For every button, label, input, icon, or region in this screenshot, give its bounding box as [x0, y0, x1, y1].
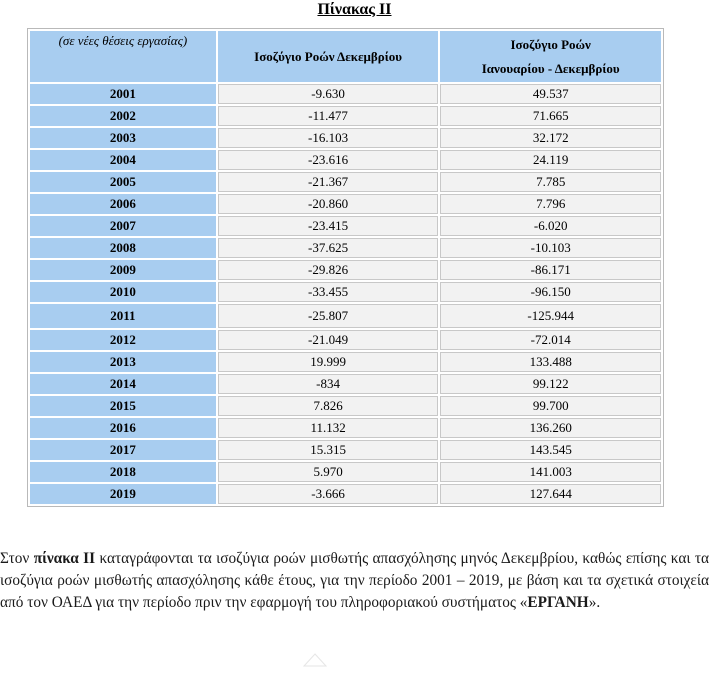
annual-balance-cell: -10.103 [440, 238, 661, 258]
annual-balance-cell: 136.260 [440, 418, 661, 438]
annual-balance-cell: -86.171 [440, 260, 661, 280]
table-row [30, 462, 661, 482]
unit-note: (σε νέες θέσεις εργασίας) [30, 31, 216, 82]
table-row [30, 330, 661, 350]
table-row [30, 238, 661, 258]
annual-balance-cell: 71.665 [440, 106, 661, 126]
table-row [30, 84, 661, 104]
december-balance-cell: -25.807 [218, 304, 439, 328]
year-cell: 2007 [30, 216, 216, 236]
year-cell: 2019 [30, 484, 216, 504]
december-balance-cell: 7.826 [218, 396, 439, 416]
year-cell: 2003 [30, 128, 216, 148]
year-cell: 2005 [30, 172, 216, 192]
paragraph-text-3: ». [588, 594, 601, 611]
annual-balance-cell: -6.020 [440, 216, 661, 236]
table-row [30, 106, 661, 126]
year-cell: 2012 [30, 330, 216, 350]
december-balance-cell: -23.616 [218, 150, 439, 170]
december-balance-cell: 11.132 [218, 418, 439, 438]
table-row [30, 352, 661, 372]
description-paragraph [0, 548, 709, 614]
table-row [30, 304, 661, 328]
flows-table [27, 28, 664, 507]
table-row [30, 194, 661, 214]
annual-balance-cell: 99.122 [440, 374, 661, 394]
december-balance-cell: -29.826 [218, 260, 439, 280]
header-december-balance: Ισοζύγιο Ροών Δεκεμβρίου [218, 31, 439, 82]
december-balance-cell: 15.315 [218, 440, 439, 460]
year-cell: 2008 [30, 238, 216, 258]
year-cell: 2017 [30, 440, 216, 460]
flows-table-container [28, 28, 663, 507]
year-cell: 2011 [30, 304, 216, 328]
december-balance-cell: -9.630 [218, 84, 439, 104]
table-row [30, 172, 661, 192]
header-annual-balance [440, 31, 661, 82]
table-row [30, 150, 661, 170]
faint-arrow-mark [300, 652, 330, 668]
page-title: Πίνακας ΙΙ [317, 1, 392, 18]
annual-balance-cell: 99.700 [440, 396, 661, 416]
december-balance-cell: -20.860 [218, 194, 439, 214]
table-row [30, 396, 661, 416]
table-row [30, 128, 661, 148]
header-annual-line2: Ιανουαρίου - Δεκεμβρίου [481, 60, 620, 76]
december-balance-cell: -37.625 [218, 238, 439, 258]
table-body [30, 84, 661, 504]
december-balance-cell: -33.455 [218, 282, 439, 302]
december-balance-cell: -21.049 [218, 330, 439, 350]
table-row [30, 418, 661, 438]
annual-balance-cell: 7.796 [440, 194, 661, 214]
year-cell: 2006 [30, 194, 216, 214]
table-row [30, 260, 661, 280]
annual-balance-cell: 143.545 [440, 440, 661, 460]
table-row [30, 440, 661, 460]
paragraph-text-1: Στον [0, 550, 34, 567]
annual-balance-cell: 32.172 [440, 128, 661, 148]
paragraph-text-2: καταγράφονται τα ισοζύγια ροών μισθωτής απασχόλησης μηνός Δεκεμβρίου, καθώς επίσης και τα ισοζύγια ροών μισθωτής απασχόλησης κάθε έτους, για την περίοδο 2001 – 2019, με βάση και τα σχετικά στοιχεία από τον ΟΑΕΔ για την περίοδο πριν την εφαρμογή του πληροφοριακού συστήματος « [0, 550, 709, 611]
year-cell: 2018 [30, 462, 216, 482]
table-row [30, 374, 661, 394]
paragraph-bold-ergani: ΕΡΓΑΝΗ [527, 594, 589, 611]
annual-balance-cell: -125.944 [440, 304, 661, 328]
annual-balance-cell: 24.119 [440, 150, 661, 170]
december-balance-cell: -21.367 [218, 172, 439, 192]
table-row [30, 216, 661, 236]
annual-balance-cell: 133.488 [440, 352, 661, 372]
december-balance-cell: -23.415 [218, 216, 439, 236]
paragraph-bold-table-ref: πίνακα ΙΙ [33, 550, 96, 567]
year-cell: 2004 [30, 150, 216, 170]
header-annual-line1: Ισοζύγιο Ροών [510, 36, 591, 52]
year-cell: 2001 [30, 84, 216, 104]
december-balance-cell: -16.103 [218, 128, 439, 148]
year-cell: 2009 [30, 260, 216, 280]
table-row [30, 282, 661, 302]
december-balance-cell: 19.999 [218, 352, 439, 372]
annual-balance-cell: 49.537 [440, 84, 661, 104]
year-cell: 2016 [30, 418, 216, 438]
year-cell: 2002 [30, 106, 216, 126]
annual-balance-cell: -96.150 [440, 282, 661, 302]
december-balance-cell: -11.477 [218, 106, 439, 126]
table-header-row [30, 31, 661, 82]
annual-balance-cell: 127.644 [440, 484, 661, 504]
december-balance-cell: -3.666 [218, 484, 439, 504]
annual-balance-cell: -72.014 [440, 330, 661, 350]
table-row [30, 484, 661, 504]
year-cell: 2013 [30, 352, 216, 372]
year-cell: 2014 [30, 374, 216, 394]
annual-balance-cell: 141.003 [440, 462, 661, 482]
december-balance-cell: 5.970 [218, 462, 439, 482]
year-cell: 2015 [30, 396, 216, 416]
annual-balance-cell: 7.785 [440, 172, 661, 192]
december-balance-cell: -834 [218, 374, 439, 394]
year-cell: 2010 [30, 282, 216, 302]
